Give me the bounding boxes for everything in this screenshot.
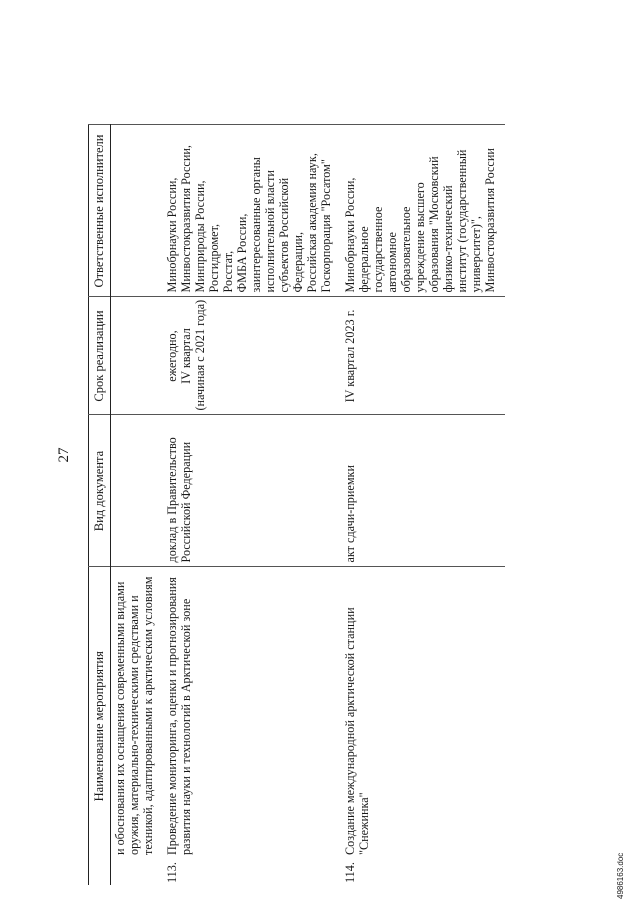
document-type-cell [163,415,341,567]
term-cell-empty [111,297,164,415]
extra-cell [111,17,164,125]
text-line: акт сдачи-приемки [343,465,357,563]
header-empty-area [89,17,111,125]
text-line: Минприроды России, [193,180,207,293]
continuation-text [111,567,164,859]
text-line: автономное [385,232,399,293]
term-cell [341,297,505,415]
header-term: Срок реализации [89,297,111,415]
text-line: Минвостокразвития России [483,148,497,293]
measures-table [88,17,505,885]
doc-cell-empty [111,415,164,567]
text-line: доклад в Правительство [165,437,179,563]
document-type-cell [341,415,505,567]
footer-filename: 4986163.doc [616,852,625,899]
text-line: Проведение мониторинга, оценки и прогнозирования [165,577,179,855]
text-line: (начиная с 2021 года) [193,299,207,411]
text-line: Минвостокразвития России, [179,145,193,293]
text-line: "Снежинка" [357,792,371,855]
text-line: IV квартал 2023 г. [343,309,357,403]
text-line: физико-технический [441,185,455,293]
text-line: образования "Московский [427,156,441,293]
text-line: исполнительной власти [263,170,277,293]
text-line: развития науки и технологий в Арктической зоне [179,598,193,855]
text-line: ежегодно, [165,330,179,382]
header-measure-name: Наименование мероприятия [89,567,111,885]
text-line: Росгидромет, [207,223,221,293]
text-line: Росстат, [221,250,235,293]
text-line: образовательное [399,206,413,293]
text-line: Минобрнауки России, [165,177,179,293]
text-line: Минобрнауки России, [343,177,357,293]
row-number: 114. [343,862,357,883]
row-number: 113. [165,862,179,883]
executors-cell-empty [111,125,164,297]
extra-cell [341,17,505,125]
text-line: институт (государственный [455,149,469,293]
text-line: Госкорпорация "Росатом" [319,159,333,293]
page-number: 27 [56,447,72,463]
text-line: учреждение высшего [413,182,427,293]
text-line: Федерации, [291,231,305,293]
header-document-type: Вид документа [89,415,111,567]
executors-cell [341,125,505,297]
table-header-row [89,17,111,885]
text-line: Создание международной арктической станции [343,607,357,855]
text-line: IV квартал [179,328,193,384]
text-line: и обоснования их оснащения современными видами [113,581,127,855]
executors-cell [163,125,341,297]
row-number-empty [111,859,164,885]
measure-name-cell [163,567,341,859]
table-row-continuation [111,17,164,885]
table-row-114 [341,17,505,885]
term-cell [163,297,341,415]
text-line: оружия, материально-техническими средствами и [127,595,141,855]
text-line: федеральное [357,226,371,293]
text-line: Российская академия наук, [305,153,319,293]
text-line: субъектов Российской [277,177,291,293]
text-line: техникой, адаптированными к арктическим условиям [141,576,155,855]
text-line: ФМБА России, [235,213,249,293]
extra-cell [163,17,341,125]
header-executors: Ответственные исполнители [89,125,111,297]
text-line: университет)", [469,216,483,293]
table-row-113 [163,17,341,885]
measure-name-cell [341,567,505,859]
text-line: Российской Федерации [179,441,193,563]
text-line: государственное [371,206,385,293]
text-line: заинтересованные органы [249,157,263,293]
